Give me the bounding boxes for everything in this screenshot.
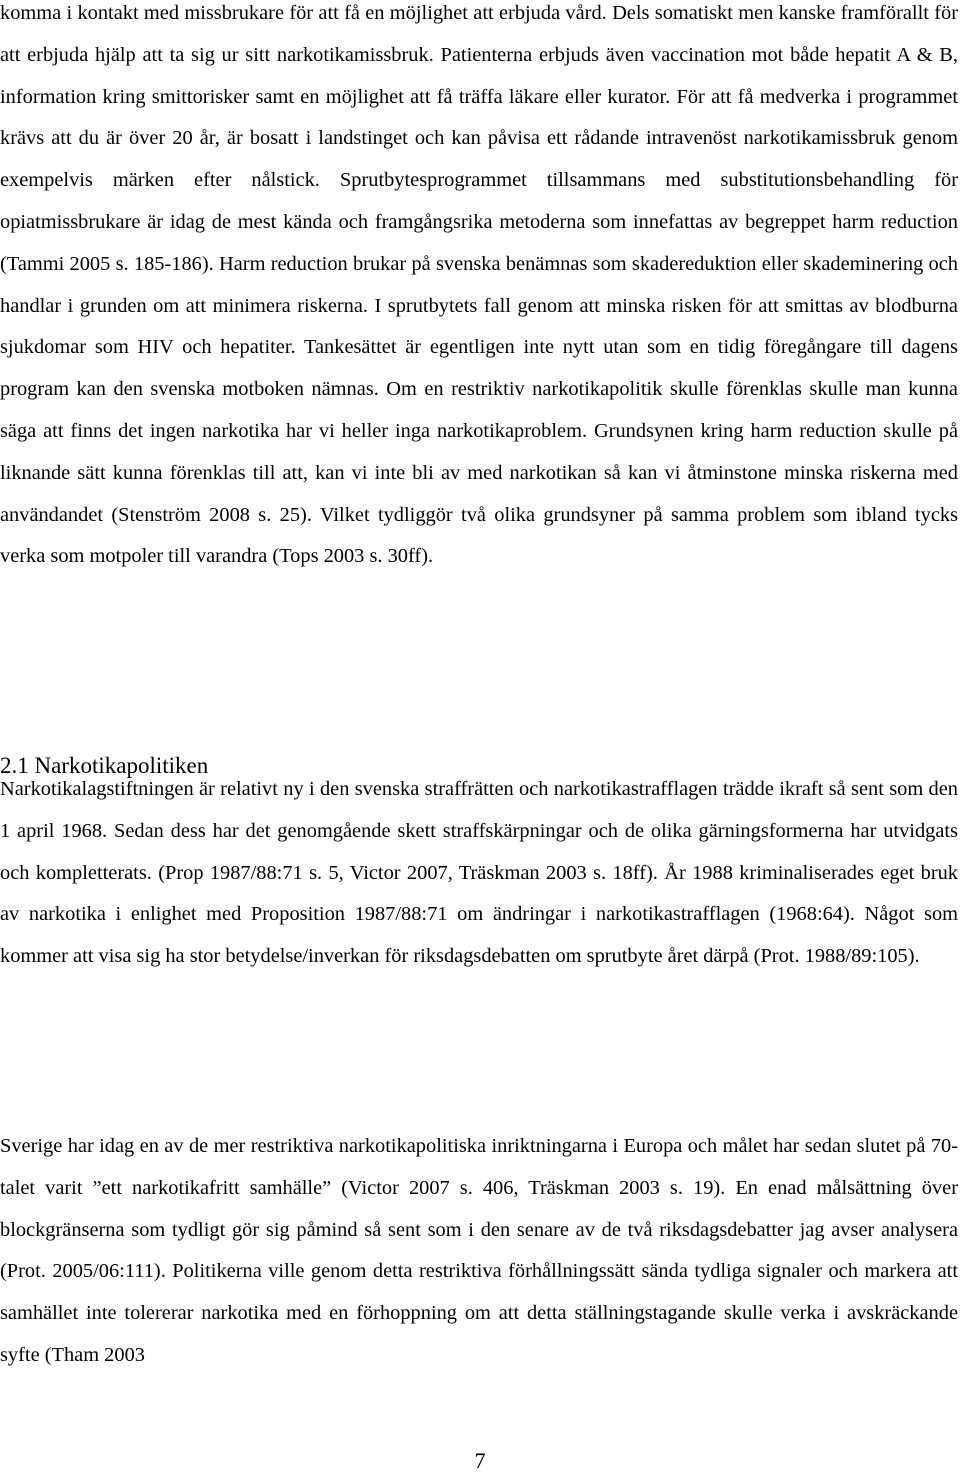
body-paragraph-harm-reduction: komma i kontakt med missbrukare för att få en möjlighet att erbjuda vård. Dels somatiskt men kanske framförallt för att erbjuda hjälp att ta sig ur sitt narkotikamissbruk. Patienterna erbjuds även vaccination mot både hepatit A & B, information kring smittorisker samt en möjlighet att få träffa läkare eller kurator. För att få medverka i programmet krävs att du är över 20 år, är bosatt i landstinget och kan påvisa ett rådande intravenöst narkotikamissbruk genom exempelvis märken efter nålstick. Sprutbytesprogrammet tillsammans med substitutionsbehandling för opiatmissbrukare är idag de mest kända och framgångsrika metoderna som innefattas av begreppet harm reduction (Tammi 2005 s. 185-186). Harm reduction brukar på svenska benämnas som skadereduktion eller skademinering och handlar i grunden om att minimera riskerna. I sprutbytets fall genom att minska risken för att smittas av blodburna sjukdomar som HIV och hepatiter. Tankesättet är egentligen inte nytt utan som en tidig föregångare till dagens program kan den svenska motboken nämnas. Om en restriktiv narkotikapolitik skulle förenklas skulle man kunna säga att finns det ingen narkotika har vi heller inga narkotikaproblem. Grundsynen kring harm reduction skulle på liknande sätt kunna förenklas till att, kan vi inte bli av med narkotikan så kan vi åtminstone minska riskerna med användandet (Stenström 2008 s. 25). Vilket tydliggör två olika grundsyner på samma problem som ibland tycks verka som motpoler till varandra (Tops 2003 s. 30ff). <box>0 2 958 568</box>
section-heading: 2.1 Narkotikapolitiken <box>0 753 209 778</box>
body-paragraph-legislation: Narkotikalagstiftningen är relativt ny i den svenska straffrätten och narkotikastrafflagen trädde ikraft så sent som den 1 april 1968. Sedan dess har det genomgående skett straffskärpningar och de olika gärningsformerna har utvidgats och kompletterats. (Prop 1987/88:71 s. 5, Victor 2007, Träskman 2003 s. 18ff). År 1988 kriminaliserades eget bruk av narkotika i enlighet med Proposition 1987/88:71 om ändringar i narkotikastrafflagen (1968:64). Något som kommer att visa sig ha stor betydelse/inverkan för riksdagsdebatten om sprutbyte året därpå (Prot. 1988/89:105). <box>0 778 958 968</box>
page-number: 7 <box>474 1448 486 1473</box>
body-paragraph-restrictive-policy: Sverige har idag en av de mer restriktiva narkotikapolitiska inriktningarna i Europa och målet har sedan slutet på 70-talet varit ”ett narkotikafritt samhälle” (Victor 2007 s. 406, Träskman 2003 s. 19). En enad målsättning över blockgränserna som tydligt gör sig påmind så sent som i den senare av de två riksdagsdebatter jag avser analysera (Prot. 2005/06:111). Politikerna ville genom detta restriktiva förhållningssätt sända tydliga signaler och markera att samhället inte tolererar narkotika med en förhoppning om att detta ställningstagande skulle verka i avskräckande syfte (Tham 2003 <box>0 1135 958 1366</box>
